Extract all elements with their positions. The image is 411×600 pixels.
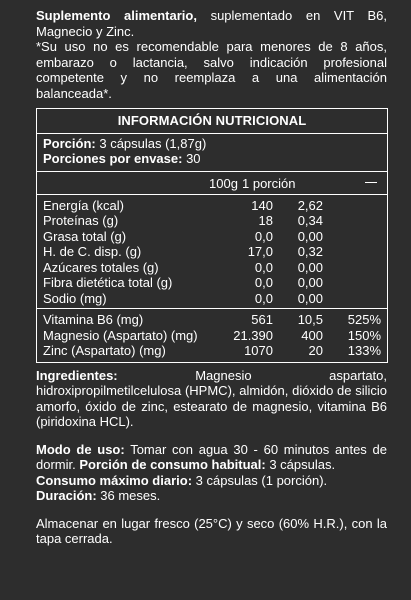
value-100g: 561 bbox=[251, 312, 273, 327]
intro-note: *Su uso no es recomendable para menores de 8 años, embarazo o lactancia, salvo indicación profesional competente y no reemplaza a una alimentación balanceada*. bbox=[36, 39, 387, 101]
value-100g: 0,0 bbox=[254, 259, 273, 275]
duration-label: Duración: bbox=[36, 488, 97, 503]
value-porcion: 0,00 bbox=[297, 228, 323, 244]
dash-mark bbox=[365, 182, 377, 184]
intro-rest: suplementado en VIT B6, Magnecio y Zinc. bbox=[36, 8, 387, 39]
intro-text bbox=[36, 8, 387, 101]
nutrient-name: Grasa total (g) bbox=[43, 228, 127, 244]
nutrient-name: Energía (kcal) bbox=[43, 197, 124, 213]
value-porcion: 0,34 bbox=[297, 213, 323, 228]
usage-label: Modo de uso: bbox=[36, 441, 125, 457]
value-porcion: 0,00 bbox=[297, 290, 323, 306]
habitual-value: 3 cápsulas. bbox=[265, 457, 336, 472]
nutrient-row bbox=[37, 328, 387, 344]
nutrition-table bbox=[36, 108, 388, 363]
usage bbox=[36, 442, 387, 504]
nutrient-row bbox=[37, 291, 387, 307]
nutrient-name: Sodio (mg) bbox=[43, 290, 107, 306]
value-100g: 17,0 bbox=[247, 244, 273, 259]
value-100g: 0,0 bbox=[254, 290, 273, 306]
max-value: 3 cápsulas (1 porción). bbox=[192, 472, 328, 488]
nutrient-row bbox=[37, 198, 387, 214]
value-pct: 133% bbox=[347, 343, 381, 358]
nutrient-row bbox=[37, 312, 387, 328]
duration-value: 36 meses. bbox=[96, 488, 161, 503]
servings-per-container bbox=[43, 151, 381, 167]
value-porcion: 0,00 bbox=[297, 259, 323, 275]
serving-size-value: 3 cápsulas (1,87g) bbox=[95, 135, 207, 151]
value-porcion: 0,00 bbox=[297, 275, 323, 290]
storage-text: Almacenar en lugar fresco (25°C) y seco (60% H.R.), con la tapa cerrada. bbox=[36, 515, 387, 546]
value-porcion: 400 bbox=[301, 327, 323, 343]
value-100g: 21.390 bbox=[233, 327, 273, 343]
serving-size-label: Porción: bbox=[43, 135, 96, 151]
usage-text: Tomar con agua 30 - 60 minutos antes de dormir. bbox=[36, 441, 387, 472]
value-porcion: 20 bbox=[308, 343, 323, 358]
nutrient-row bbox=[37, 275, 387, 291]
servings-per-container-label: Porciones por envase: bbox=[43, 151, 183, 166]
value-porcion: 2,62 bbox=[297, 197, 323, 213]
nutrient-row bbox=[37, 244, 387, 260]
max-label: Consumo máximo diario: bbox=[36, 472, 193, 488]
value-100g: 0,0 bbox=[254, 228, 273, 244]
nutrient-rows bbox=[37, 195, 387, 310]
value-porcion: 0,32 bbox=[297, 244, 323, 259]
nutrient-name: Magnesio (Aspartato) (mg) bbox=[43, 327, 198, 343]
ingredients bbox=[36, 368, 387, 430]
value-porcion: 10,5 bbox=[297, 312, 323, 327]
serving-size bbox=[43, 136, 381, 152]
nutrient-name: Azúcares totales (g) bbox=[43, 259, 159, 275]
nutrient-row bbox=[37, 343, 387, 359]
servings-per-container-value: 30 bbox=[182, 151, 201, 166]
value-pct: 150% bbox=[347, 327, 381, 343]
value-100g: 140 bbox=[251, 197, 273, 213]
value-pct: 525% bbox=[347, 312, 381, 327]
column-headers bbox=[37, 172, 387, 195]
nutrient-name: Fibra dietética total (g) bbox=[43, 275, 173, 290]
value-100g: 0,0 bbox=[254, 275, 273, 290]
intro-bold: Suplemento alimentario, bbox=[36, 8, 197, 23]
nutrient-name: H. de C. disp. (g) bbox=[43, 244, 142, 259]
nutrition-table-title: INFORMACIÓN NUTRICIONAL bbox=[37, 109, 387, 134]
nutrient-name: Zinc (Aspartato) (mg) bbox=[43, 343, 166, 358]
nutrient-name: Vitamina B6 (mg) bbox=[43, 312, 144, 327]
value-100g: 18 bbox=[258, 213, 273, 228]
nutrient-row bbox=[37, 229, 387, 245]
ingredients-label: Ingredientes: bbox=[36, 367, 118, 383]
nutrient-row bbox=[37, 260, 387, 276]
serving-info bbox=[37, 134, 387, 172]
vitamin-rows bbox=[37, 309, 387, 362]
col-porcion: 1 porción bbox=[242, 175, 296, 191]
value-100g: 1070 bbox=[244, 343, 273, 358]
nutrient-row bbox=[37, 213, 387, 229]
nutrient-name: Proteínas (g) bbox=[43, 213, 119, 228]
col-100g: 100g bbox=[209, 175, 238, 191]
habitual-label: Porción de consumo habitual: bbox=[79, 457, 266, 472]
ingredients-text: Magnesio aspartato, hidroxipropilmetilcelulosa (HPMC), almidón, dióxido de silicio amorfo, óxido de zinc, estearato de magnesio, vitamina B6 (piridoxina HCL). bbox=[36, 367, 387, 429]
